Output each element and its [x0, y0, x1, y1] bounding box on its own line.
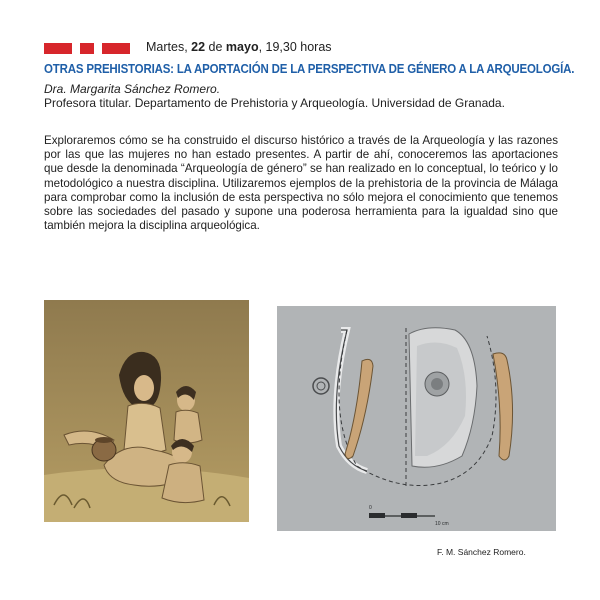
lecture-abstract: Exploraremos cómo se ha construido el discurso histórico a través de la Arqueología y las razones por las que las mujeres no han estado presentes. A partir de ahí, conoceremos las aportaciones que desde la denominada “Arqueología de género” se han realizado en lo conceptual, lo teórico y lo metodológico a nuestra disciplina. Utilizaremos ejemplos de la prehistoria de la provincia de Málaga para comprobar como la inclusión de esta perspectiva no sólo mejora el conocimiento que tenemos sobre las sociedades del pasado y supone una poderosa herramienta para la igualdad sino que también mejora la disciplina arqueológica.: [44, 134, 558, 233]
event-dateline: [146, 40, 332, 54]
scale-start-label: 0: [369, 505, 372, 511]
date-month: mayo: [225, 40, 259, 54]
date-time: , 19,30 horas: [258, 40, 332, 54]
date-day: 22: [191, 40, 206, 54]
scale-end-label: 10 cm: [435, 521, 449, 527]
author-affiliation: Profesora titular. Departamento de Prehistoria y Arqueología. Universidad de Granada.: [44, 96, 505, 110]
image-credit: F. M. Sánchez Romero.: [437, 547, 526, 557]
date-prefix: Martes,: [146, 40, 192, 54]
pottery-fragment-drawing: [277, 306, 556, 531]
date-de: de: [205, 40, 226, 54]
header-flag-bar: [44, 43, 130, 54]
lecture-title: OTRAS PREHISTORIAS: LA APORTACIÓN DE LA PERSPECTIVA DE GÉNERO A LA ARQUEOLOGÍA.: [44, 62, 575, 76]
prehistoric-scene-illustration: [44, 300, 249, 522]
lecture-author: Dra. Margarita Sánchez Romero.: [44, 82, 221, 96]
